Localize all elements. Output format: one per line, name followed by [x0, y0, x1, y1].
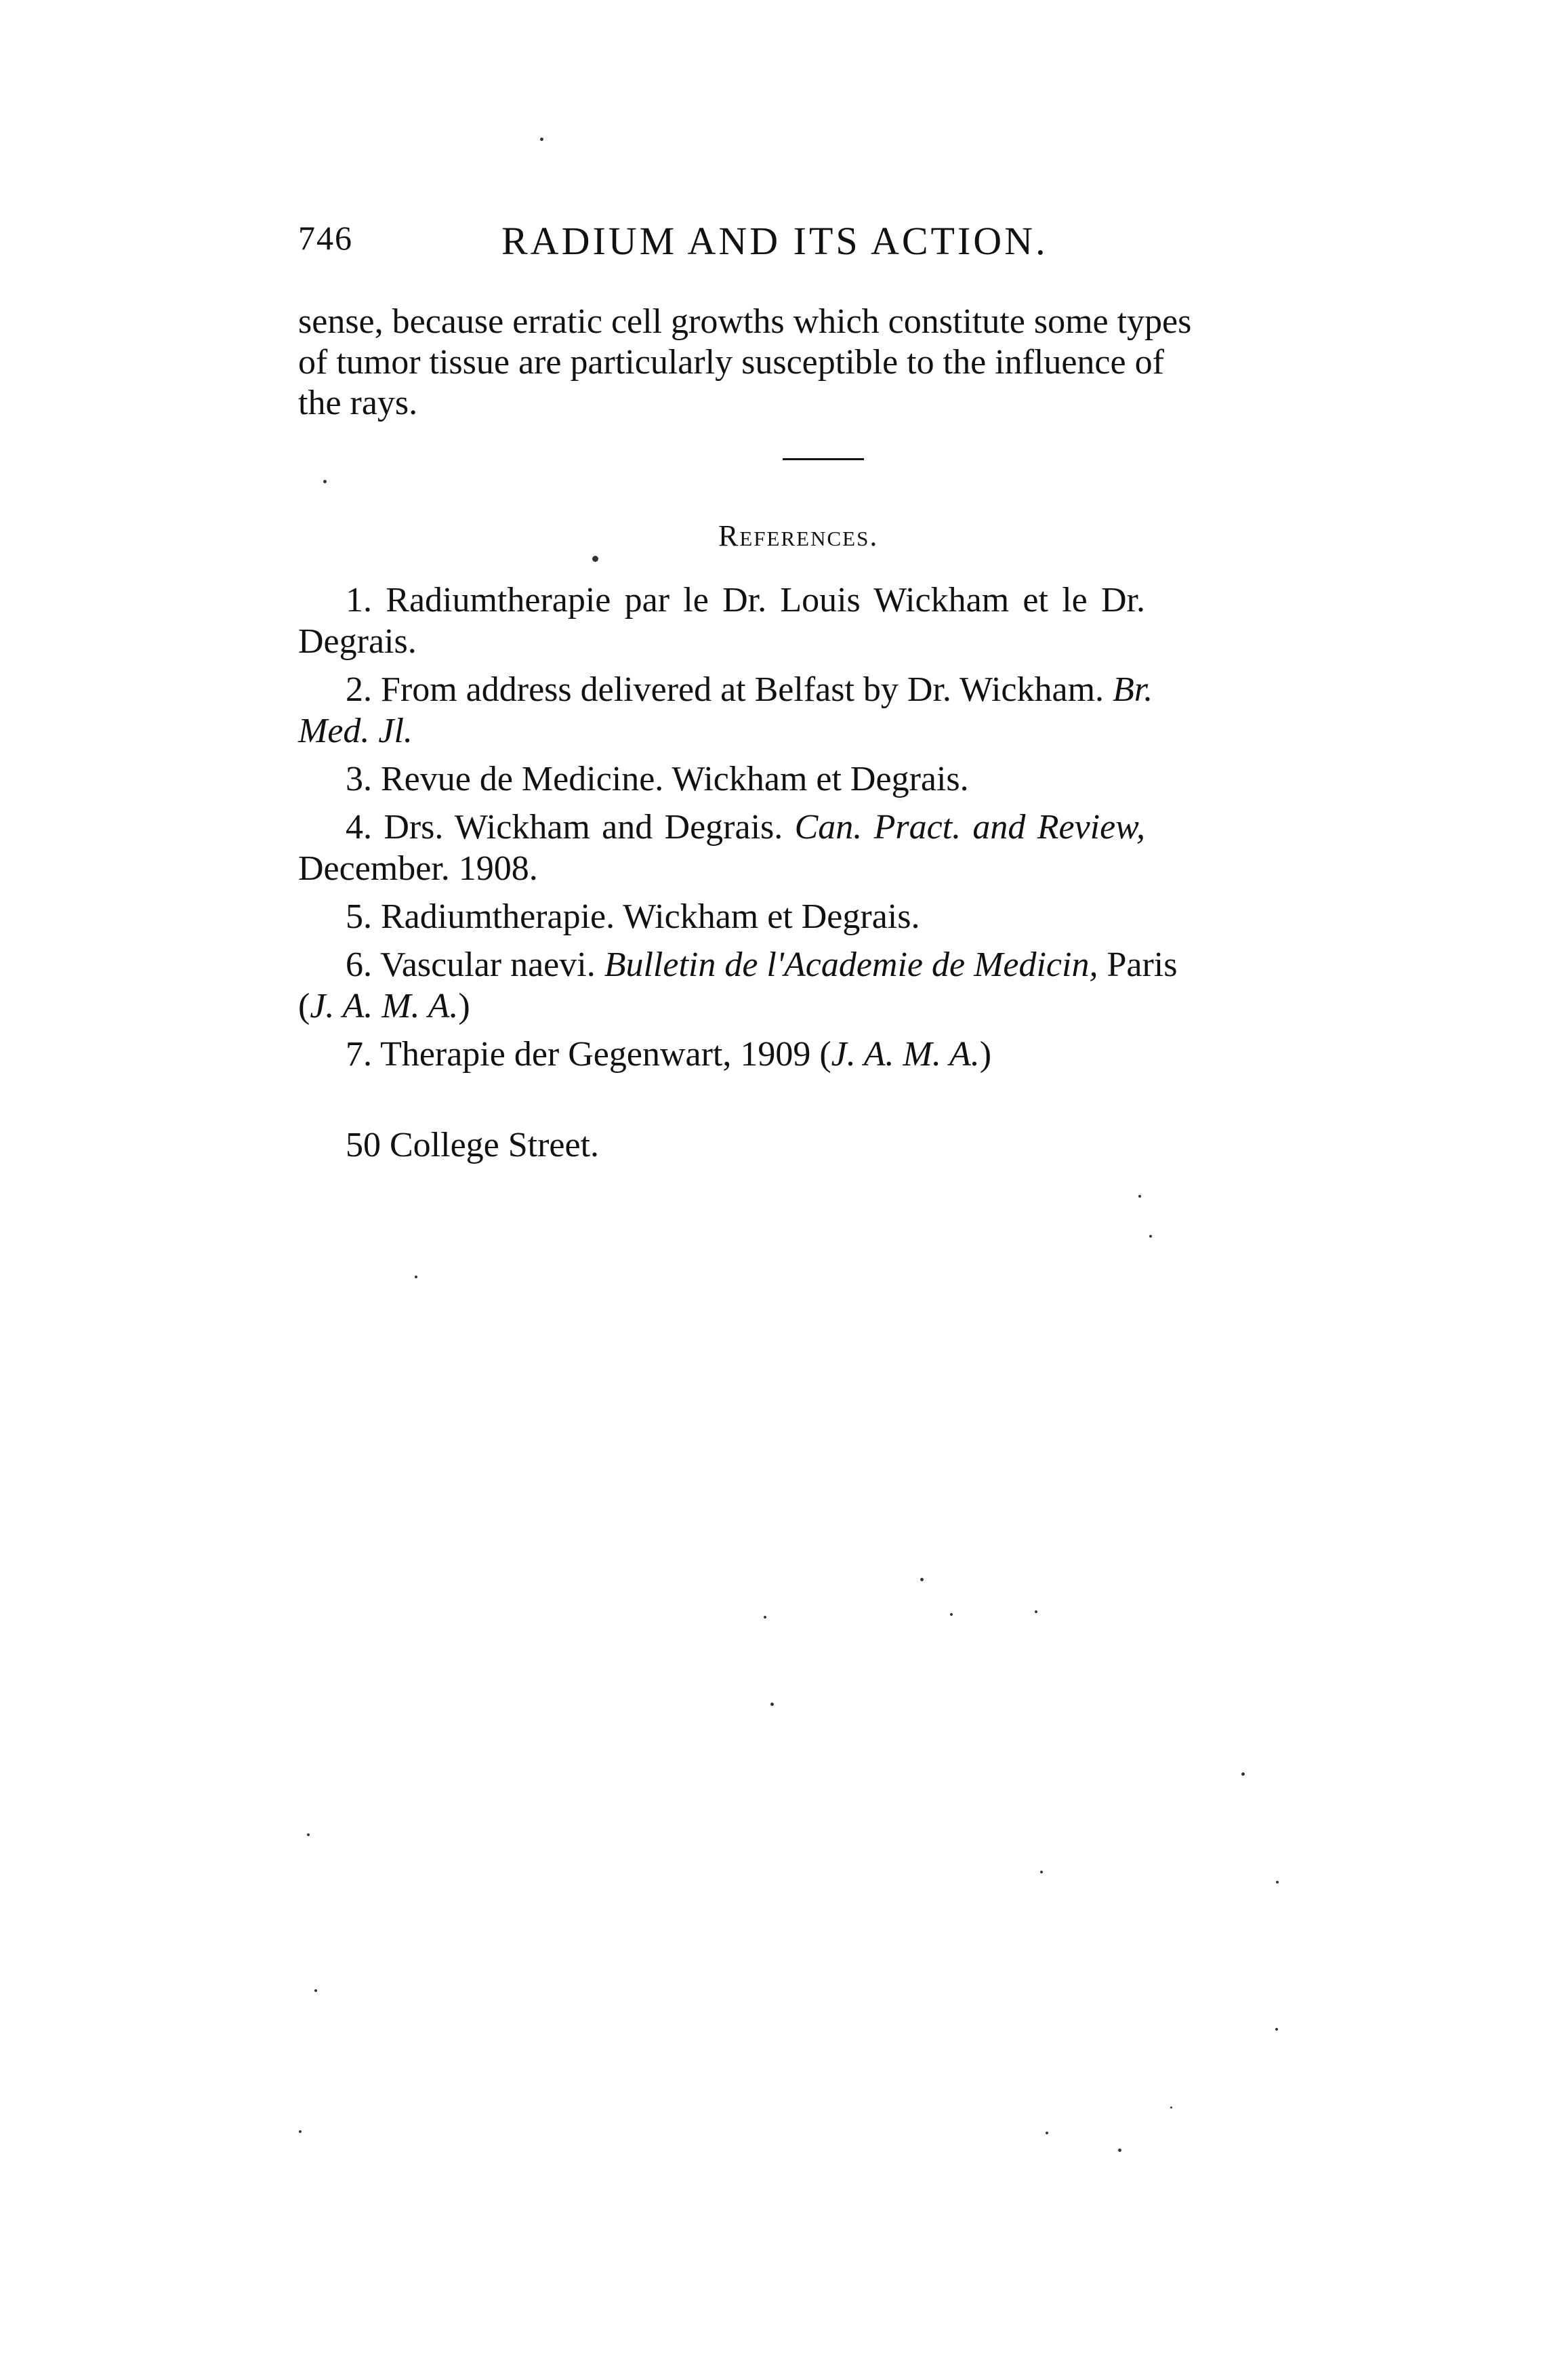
scan-speck	[540, 138, 543, 141]
reference-first-line	[298, 807, 1145, 848]
reference-first-line	[298, 1034, 1145, 1075]
reference-number: 1.	[346, 581, 372, 619]
reference-number: 6.	[346, 945, 372, 984]
reference-item	[298, 579, 1145, 662]
reference-continuation-line	[298, 985, 1145, 1027]
reference-text: From address delivered at Belfast by Dr. Wickham.	[381, 670, 1113, 709]
scan-speck	[307, 1833, 310, 1836]
scan-speck	[323, 480, 327, 483]
reference-text: Med. Jl.	[298, 712, 413, 750]
scan-speck	[592, 556, 598, 562]
reference-text: Degrais.	[298, 622, 417, 661]
section-divider	[783, 458, 864, 460]
reference-item	[298, 1034, 1145, 1075]
reference-text: Radiumtherapie. Wickham et Degrais.	[381, 897, 920, 936]
scan-speck	[950, 1613, 953, 1616]
reference-text: December. 1908.	[298, 849, 538, 888]
reference-item	[298, 944, 1178, 1027]
scan-speck	[770, 1703, 774, 1706]
body-paragraph	[298, 302, 1192, 424]
reference-first-line	[298, 944, 1178, 985]
reference-text: Radiumtherapie par le Dr. Louis Wickham et le Dr.	[386, 581, 1145, 619]
reference-text: Paris	[1098, 945, 1178, 984]
reference-continuation-line	[298, 710, 1145, 752]
reference-text: J. A. M. A.	[831, 1035, 980, 1074]
scan-speck	[1170, 2107, 1172, 2109]
body-line: of tumor tissue are particularly susceptible to the influence of	[298, 343, 1164, 382]
reference-text: Therapie der Gegenwart, 1909 (	[380, 1035, 831, 1074]
scan-speck	[920, 1578, 924, 1581]
reference-first-line	[298, 579, 1145, 621]
reference-number: 5.	[346, 897, 372, 936]
reference-text: J. A. M. A.	[310, 987, 459, 1025]
reference-continuation-line	[298, 848, 1145, 889]
reference-text: )	[979, 1035, 992, 1074]
body-line: the rays.	[298, 384, 418, 422]
reference-number: 4.	[346, 808, 372, 847]
reference-text: )	[458, 987, 470, 1025]
reference-text: Br.	[1113, 670, 1153, 709]
reference-item	[298, 807, 1145, 889]
reference-first-line	[298, 896, 1145, 937]
scan-speck	[1138, 1195, 1141, 1198]
reference-item	[298, 758, 1145, 800]
reference-text: Revue de Medicine. Wickham et Degrais.	[381, 760, 969, 798]
reference-text: Vascular naevi.	[380, 945, 604, 984]
reference-first-line	[298, 669, 1153, 710]
reference-text: (	[298, 987, 310, 1025]
scan-speck	[1046, 2132, 1048, 2134]
scan-speck	[299, 2130, 302, 2133]
reference-number: 3.	[346, 760, 372, 798]
scan-speck	[1035, 1610, 1037, 1613]
scan-speck	[314, 1989, 317, 1992]
reference-text: Drs. Wickham and Degrais.	[384, 808, 795, 847]
reference-item	[298, 669, 1153, 752]
scan-speck	[1118, 2149, 1121, 2152]
reference-first-line	[298, 758, 1145, 800]
reference-continuation-line	[298, 621, 1145, 662]
reference-item	[298, 896, 1145, 937]
reference-text: Bulletin de l'Academie de Medicin,	[604, 945, 1098, 984]
scan-speck	[1149, 1235, 1152, 1238]
scan-speck	[1275, 2028, 1278, 2031]
scan-speck	[1241, 1772, 1245, 1776]
author-address: 50 College Street.	[346, 1126, 600, 1164]
running-title: RADIUM AND ITS ACTION.	[501, 219, 1048, 263]
body-line: sense, because erratic cell growths which constitute some types	[298, 302, 1192, 341]
scan-speck	[1276, 1881, 1279, 1884]
reference-number: 2.	[346, 670, 372, 709]
page-number: 746	[298, 219, 353, 257]
scan-speck	[415, 1276, 417, 1278]
reference-text: Can. Pract. and Review,	[794, 808, 1145, 847]
reference-number: 7.	[346, 1035, 372, 1074]
scan-speck	[1040, 1871, 1043, 1873]
references-list	[298, 579, 1178, 1082]
page-header	[298, 218, 1145, 272]
references-heading: References.	[718, 519, 879, 552]
scan-speck	[764, 1616, 766, 1619]
